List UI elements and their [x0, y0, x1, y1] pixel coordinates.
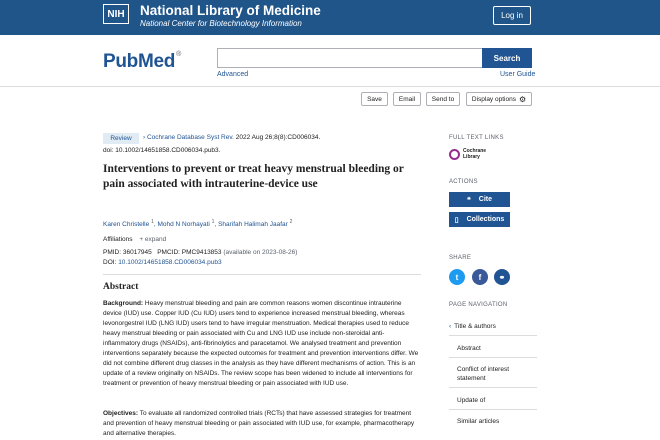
- journal-name: Cochrane Database Syst Rev.: [146, 134, 234, 141]
- nav-divider: [449, 409, 537, 410]
- cite-button[interactable]: [449, 192, 510, 207]
- cochrane-line2: Library: [463, 153, 480, 160]
- review-badge: Review: [103, 133, 139, 144]
- nav-item-title-authors[interactable]: [449, 322, 537, 331]
- nav-divider: [449, 387, 537, 388]
- quote-icon: ❝: [466, 196, 471, 204]
- article-ids: [103, 249, 297, 256]
- citation-detail: 2022 Aug 26;8(8):CD006034.: [235, 134, 321, 141]
- pubmed-logo-reg: ®: [176, 51, 181, 58]
- doi-link[interactable]: 10.1002/14651858.CD006034.pub3: [118, 259, 222, 266]
- nav-item-conflict-of-interest[interactable]: Conflict of interest statement: [457, 366, 510, 382]
- cite-label: Cite: [478, 196, 492, 203]
- author-name: Karen Christelle: [103, 221, 150, 229]
- collections-label: Collections: [466, 216, 505, 223]
- search-button[interactable]: Search: [482, 48, 532, 68]
- nlm-title[interactable]: National Library of Medicine: [140, 3, 321, 18]
- doi-label: DOI:: [103, 259, 117, 266]
- cochrane-logo-icon: [449, 149, 460, 160]
- login-button[interactable]: Log in: [493, 6, 531, 25]
- bookmark-icon: ▯: [454, 216, 459, 224]
- citation-doi: doi: 10.1002/14651858.CD006034.pub3.: [103, 147, 221, 154]
- save-button[interactable]: Save: [361, 92, 388, 106]
- advanced-search-link[interactable]: Advanced: [217, 71, 249, 78]
- cochrane-logo-text: [463, 149, 486, 160]
- facebook-icon[interactable]: f: [472, 269, 488, 285]
- abstract-background: [103, 299, 421, 389]
- article-title: Interventions to prevent or treat heavy menstrual bleeding or pain associated with intrauterine-device use: [103, 163, 404, 190]
- background-label: Background:: [103, 300, 144, 307]
- pubmed-logo-pub: Pub: [103, 51, 138, 72]
- nav-item-label: Title & authors: [454, 323, 496, 330]
- expand-link[interactable]: + expand: [139, 236, 167, 243]
- pubmed-logo[interactable]: [103, 51, 181, 73]
- pubmed-logo-med: Med: [138, 51, 176, 72]
- nlm-subtitle: National Center for Biotechnology Information: [140, 19, 302, 28]
- permalink-icon[interactable]: ⚭: [494, 269, 510, 285]
- actions-label: ACTIONS: [449, 179, 478, 185]
- collections-button[interactable]: [449, 212, 510, 227]
- pmcid: PMCID: PMC9413853: [157, 249, 222, 256]
- abstract-divider: [103, 274, 421, 275]
- affiliations-label: Affiliations: [103, 236, 133, 243]
- full-text-links-label: FULL TEXT LINKS: [449, 135, 504, 141]
- nlm-header-bar: [0, 0, 660, 35]
- pmid: PMID: 36017945: [103, 249, 152, 256]
- author-link[interactable]: [218, 221, 292, 228]
- background-text: Heavy menstrual bleeding and pain are common reasons women discontinue intrauterine device (IUD) use. Copper IUD (Cu IUD) users tend to experience increased menstrual bleeding, whereas levonorgestrel IUD (LNG IUD) users tend to have irregular menstruation. Medical therapies used to reduce heavy menstrual bleeding or pain associated with Cu and LNG IUD use include non-steroidal anti-inflammatory drugs (NSAIDs), anti-fibrinolytics and paracetamol. We analysed treatment and prevention interventions separately because the expected outcomes for treatment and prevention interventions differ. We did not combine different drug classes in the analysis as they have different mechanisms of action. This is an update of a review originally on NSAIDs. The review scope has been widened to include all interventions for treatment or prevention of heavy menstrual bleeding or pain associated with IUD use.: [103, 300, 419, 387]
- author-affiliation-number[interactable]: 2: [289, 219, 293, 225]
- nav-divider: [449, 335, 537, 336]
- display-options-label: Display options: [471, 95, 516, 103]
- doi-line: [103, 259, 222, 266]
- twitter-icon[interactable]: t: [449, 269, 465, 285]
- search-input[interactable]: [217, 48, 487, 68]
- cochrane-line1: Cochrane: [463, 148, 487, 154]
- author-affiliation-number[interactable]: 1: [211, 219, 215, 225]
- gear-icon: ⚙: [518, 94, 527, 104]
- cochrane-library-link[interactable]: [449, 149, 486, 160]
- author-link[interactable]: [103, 221, 154, 228]
- display-options-button[interactable]: [466, 92, 532, 106]
- user-guide-link[interactable]: User Guide: [500, 71, 536, 78]
- journal-link[interactable]: › Cochrane Database Syst Rev.: [143, 134, 234, 141]
- author-name: Sharifah Halimah Jaafar: [218, 221, 288, 229]
- abstract-objectives: [103, 409, 421, 439]
- nav-item-similar-articles[interactable]: Similar articles: [457, 418, 500, 425]
- nih-logo[interactable]: NIH: [103, 4, 129, 24]
- email-button[interactable]: Email: [393, 92, 421, 106]
- author-link[interactable]: [157, 221, 214, 228]
- author-affiliation-number[interactable]: 1: [151, 219, 154, 225]
- nav-item-abstract[interactable]: Abstract: [457, 345, 481, 352]
- nav-divider: [449, 357, 537, 358]
- objectives-label: Objectives:: [103, 410, 139, 417]
- nav-item-update-of[interactable]: Update of: [457, 397, 486, 404]
- share-label: SHARE: [449, 255, 472, 261]
- pmc-availability: (available on 2023-08-26): [223, 249, 298, 256]
- affiliations-toggle[interactable]: [103, 236, 166, 243]
- header-divider: [0, 86, 660, 87]
- author-name: Mohd N Norhayati: [157, 221, 210, 229]
- citation: [143, 134, 320, 141]
- send-to-button[interactable]: Send to: [426, 92, 460, 106]
- abstract-heading: Abstract: [103, 282, 139, 292]
- objectives-text: To evaluate all randomized controlled trials (RCTs) that have assessed strategies for treatment and prevention of heavy menstrual bleeding or pain associated with IUD use, for example, pharmacotherapy and alternative therapies.: [103, 410, 415, 437]
- author-list: Karen Christelle $^1$, Mohd N Norhayati $^1$, Sharifah Halimah Jaafar $^2$: [103, 219, 293, 229]
- chevron-left-icon: ‹: [449, 323, 452, 330]
- page-navigation-label: PAGE NAVIGATION: [449, 302, 508, 308]
